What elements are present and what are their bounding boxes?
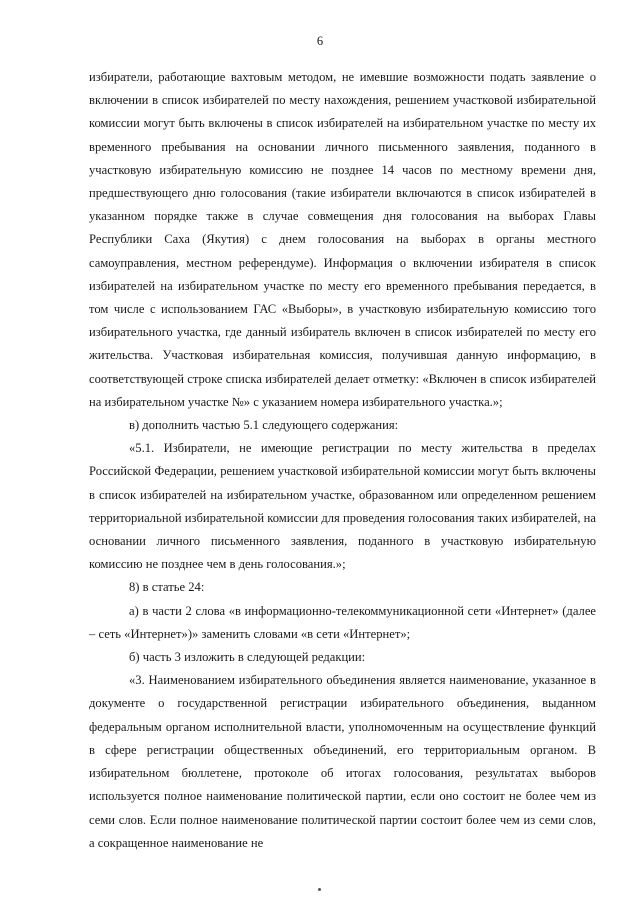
paragraph-amendment-v: в) дополнить частью 5.1 следующего содержания: <box>129 418 399 433</box>
paragraph-amendment-b: б) часть 3 изложить в следующей редакции: <box>129 650 366 665</box>
paragraph-article-24: 8) в статье 24: <box>129 580 205 595</box>
paragraph-continuation: избиратели, работающие вахтовым методом, не имевшие возможности подать заявление о включении в список избирателей по месту нахождения, решением участковой избирательной комиссии могут быть включены в список избирателей на избирательном участке по месту их временного пребывания на основании личного письменного заявления, поданного в участковую избирательную комиссию не позднее 14 часов по местному времени дня, предшествующего дню голосования (такие избиратели включаются в список избирателей в указанном порядке также в случае совмещения дня голосования на выборах Главы Республики Саха (Якутия) с днем голосования на выборах в органы местного самоуправления, местном референдуме). Информация о включении избирателя в список избирателей на избирательном участке по месту его временного пребывания передается, в том числе с использованием ГАС «Выборы», в участковую избирательную комиссию того избирательного участка, где данный избиратель включен в список избирателей по месту его жительства. Участковая избирательная комиссия, получившая данную информацию, в соответствующей строке списка избирателей делает отметку: «Включен в список избирателей на избирательном участке №» с указанием номера избирательного участка.»; <box>89 70 596 409</box>
document-body <box>89 66 596 855</box>
paragraph-part-3: «3. Наименованием избирательного объединения является наименование, указанное в документе о государственной регистрации избирательного объединения, выданном федеральным органом исполнительной власти, уполномоченным на осуществление функций в сфере регистрации общественных объединений, его территориальным органом. В избирательном бюллетене, протоколе об итогах голосования, результатах выборов используется полное наименование политической партии, если оно состоит не более чем из семи слов. Если полное наименование политической партии состоит более чем из семи слов, а сокращенное наименование не <box>89 673 596 850</box>
page-number: 6 <box>316 34 324 48</box>
scan-speck <box>318 888 321 891</box>
paragraph-part-5-1: «5.1. Избиратели, не имеющие регистрации по месту жительства в пределах Российской Федерации, решением участковой избирательной комиссии могут быть включены в список избирателей на избирательном участке, образованном или определенном решением территориальной избирательной комиссии для проведения голосования таких избирателей, на основании личного письменного заявления, поданного в участковую избирательную комиссию не позднее чем в день голосования.»; <box>89 441 596 572</box>
paragraph-amendment-a: а) в части 2 слова «в информационно-телекоммуникационной сети «Интернет» (далее – сеть «Интернет»)» заменить словами «в сети «Интернет»; <box>89 603 596 641</box>
